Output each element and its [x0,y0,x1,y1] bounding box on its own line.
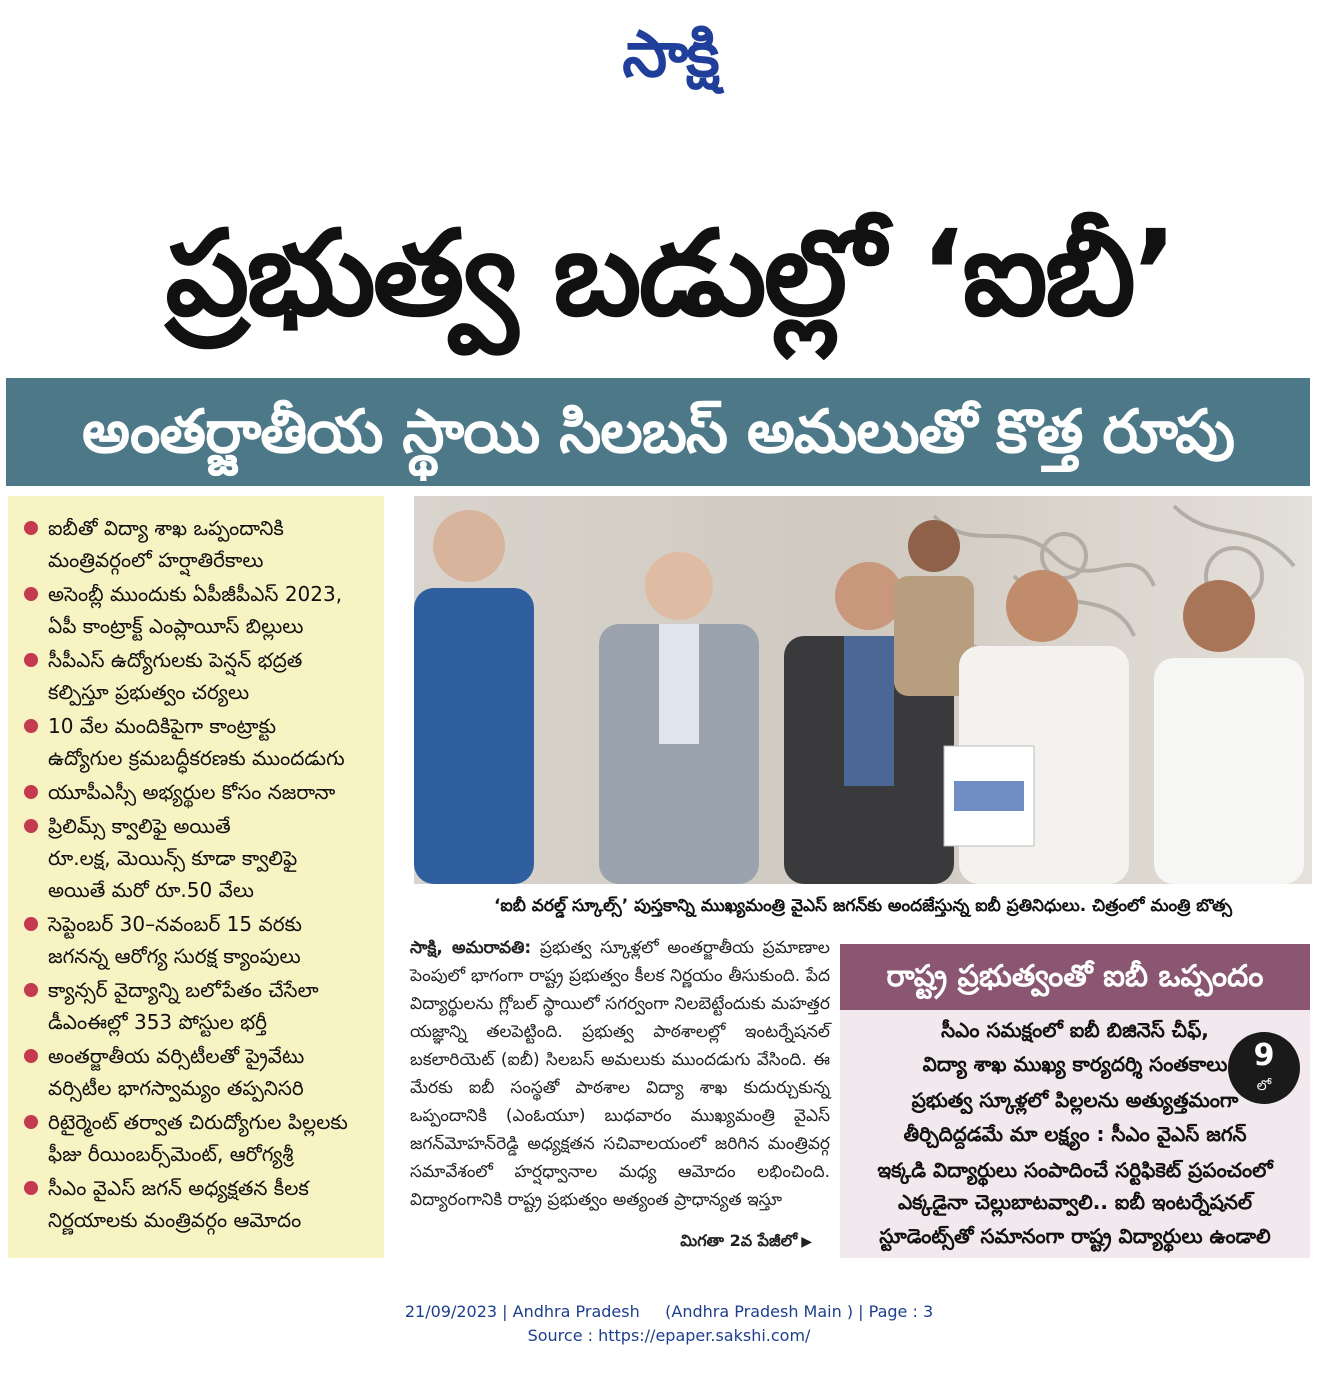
continued-label: మిగతా 2వ పేజీలో [680,1231,798,1250]
sub-headline-banner: అంతర్జాతీయ స్థాయి సిలబస్‌ అమలుతో కొత్త రూపు [6,378,1310,486]
highlight-item [24,710,374,774]
page-reference-suffix: లో [1256,1078,1272,1094]
page-reference-badge [1228,1032,1300,1104]
highlight-item [24,810,374,906]
article-body [410,934,830,1264]
box-line-5: ఇక్కడి విద్యార్థులు సంపాదించే సర్టిఫికెట్‌ ప్రపంచంలో [877,1158,1273,1182]
highlight-item [24,908,374,972]
photo-illustration [414,496,1312,884]
page-footer [0,1300,1338,1348]
box-line-3: ప్రభుత్వ స్కూళ్లలో పిల్లలను అత్యుత్తమంగా [911,1088,1239,1112]
highlight-item [24,578,374,642]
highlight-line: రూ.లక్ష, మెయిన్స్‌ కూడా క్వాలిఫై [48,846,298,870]
highlight-line: మంత్రివర్గంలో హర్షాతిరేకాలు [48,548,264,572]
highlight-item [24,644,374,708]
highlight-line: డీఎంఈల్లో 353 పోస్టుల భర్తీ [48,1010,268,1034]
highlight-line: ఉద్యోగుల క్రమబద్ధీకరణకు ముందడుగు [48,746,345,770]
highlight-line: అసెంబ్లీ ముందుకు ఏపీజీపీఎస్‌ 2023, [48,582,343,606]
highlight-line: సెప్టెంబర్‌ 30–నవంబర్‌ 15 వరకు [48,912,302,936]
highlight-line: నిర్ణయాలకు మంత్రివర్గం ఆమోదం [48,1208,302,1232]
page-reference-number: 9 [1253,1038,1275,1073]
highlight-line: రిటైర్మెంట్‌ తర్వాత చిరుద్యోగుల పిల్లలకు [48,1110,348,1134]
bullet-dot-icon [24,521,38,535]
bullet-dot-icon [24,983,38,997]
article-text: ప్రభుత్వ స్కూళ్లలో అంతర్జాతీయ ప్రమాణాల పెంపులో భాగంగా రాష్ట్ర ప్రభుత్వం కీలక నిర్ణయం తీసుకుంది. పేద విద్యార్థులను గ్లోబల్‌ స్థాయిలో సగర్వంగా నిలబెట్టేందుకు మహత్తర యజ్ఞాన్ని తలపెట్టింది. ప్రభుత్వ పాఠశాలల్లో ఇంటర్నేషనల్‌ బకలారియెట్‌ (ఐబీ) సిలబస్‌ అమలుకు ముందడుగు వేసింది. ఈ మేరకు ఐబీ సంస్థతో పాఠశాల విద్యా శాఖ కుదుర్చుకున్న ఒప్పందానికి (ఎంఓయూ) బుధవారం ముఖ్యమంత్రి వైఎస్‌ జగన్‌మోహన్‌రెడ్డి అధ్యక్షతన సచివాలయంలో జరిగిన మంత్రివర్గ సమావేశంలో హర్షధ్వానాల మధ్య ఆమోదం లభించింది. విద్యారంగానికి రాష్ట్ర ప్రభుత్వం అత్యంత ప్రాధాన్యత ఇస్తూ [410,938,830,1210]
highlight-line: యూపీఎస్సీ అభ్యర్థుల కోసం నజరానా [48,780,336,804]
box-line-4: తీర్చిదిద్దడమే మా లక్ష్యం : సీఎం వైఎస్‌ జగన్‌ [903,1122,1247,1146]
bullet-dot-icon [24,653,38,667]
article-dateline: సాక్షి, అమరావతి: [410,938,532,958]
main-headline: ప్రభుత్వ బడుల్లో ‘ఐబీ’ [165,204,1175,342]
bullet-dot-icon [24,1115,38,1129]
bullet-dot-icon [24,1181,38,1195]
box-line-2: విద్యా శాఖ ముఖ్య కార్యదర్శి సంతకాలు [922,1052,1228,1076]
agreement-box [840,944,1310,1258]
highlight-line: సీపీఎస్‌ ఉద్యోగులకు పెన్షన్‌ భద్రత [48,648,303,672]
sakshi-logo: సాక్షి [622,17,718,92]
highlight-line: కల్పిస్తూ ప్రభుత్వం చర్యలు [48,680,250,704]
bullet-dot-icon [24,785,38,799]
highlight-line: జగనన్న ఆరోగ్య సురక్ష క్యాంపులు [48,944,301,968]
footer-date-line: 21/09/2023 | Andhra Pradesh (Andhra Pradesh Main ) | Page : 3 [404,1302,934,1321]
photo-caption: ‘ఐబీ వరల్డ్‌ స్కూల్స్‌’ పుస్తకాన్ని ముఖ్యమంత్రి వైఎస్‌ జగన్‌కు అందజేస్తున్న ఐబీ ప్రతినిధులు. చిత్రంలో మంత్రి బొత్స [493,896,1233,916]
play-arrow-icon: ▶ [801,1234,812,1250]
highlight-line: ఫీజు రీయింబర్స్‌మెంట్, ఆరోగ్యశ్రీ [48,1142,294,1166]
news-photo [414,496,1312,884]
highlight-item [24,1040,374,1104]
highlight-item [24,776,374,808]
highlight-line: సీఎం వైఎస్‌ జగన్‌ అధ్యక్షతన కీలక [48,1176,309,1200]
box-line-6: ఎక్కడైనా చెల్లుబాటవ్వాలి.. ఐబీ ఇంటర్నేషనల్‌ [897,1190,1253,1214]
highlight-line: ప్రిలిమ్స్‌ క్వాలిఫై అయితే [48,814,231,838]
box-line-1: సీఎం సమక్షంలో ఐబీ బిజినెస్‌ చీఫ్, [941,1018,1209,1042]
bullet-dot-icon [24,917,38,931]
highlight-line: అయితే మరో రూ.50 వేలు [48,878,254,902]
highlight-line: ఏపీ కాంట్రాక్ట్‌ ఎంప్లాయీస్‌ బిల్లులు [48,614,304,638]
highlight-item [24,1106,374,1170]
highlight-line: క్యాన్సర్‌ వైద్యాన్ని బలోపేతం చేసేలా [48,978,319,1002]
highlight-item [24,1172,374,1236]
bullet-dot-icon [24,719,38,733]
box-line-7: స్టూడెంట్స్‌తో సమానంగా రాష్ట్ర విద్యార్థులు ఉండాలి [879,1224,1271,1248]
bullet-dot-icon [24,1049,38,1063]
highlight-line: అంతర్జాతీయ వర్సిటీలతో ప్రైవేటు [48,1044,305,1068]
highlight-item [24,974,374,1038]
highlight-item [24,512,374,576]
highlights-sidebar [8,496,384,1258]
bullet-dot-icon [24,587,38,601]
footer-source-line: Source : https://epaper.sakshi.com/ [527,1326,811,1345]
agreement-box-title: రాష్ట్ర ప్రభుత్వంతో ఐబీ ఒప్పందం [840,944,1310,1010]
bullet-dot-icon [24,819,38,833]
highlight-line: 10 వేల మందికిపైగా కాంట్రాక్టు [48,714,277,738]
highlight-line: వర్సిటీల భాగస్వామ్యం తప్పనిసరి [48,1076,304,1100]
highlight-line: ఐబీతో విద్యా శాఖ ఒప్పందానికి [48,516,284,540]
continued-link[interactable] [680,1227,812,1256]
